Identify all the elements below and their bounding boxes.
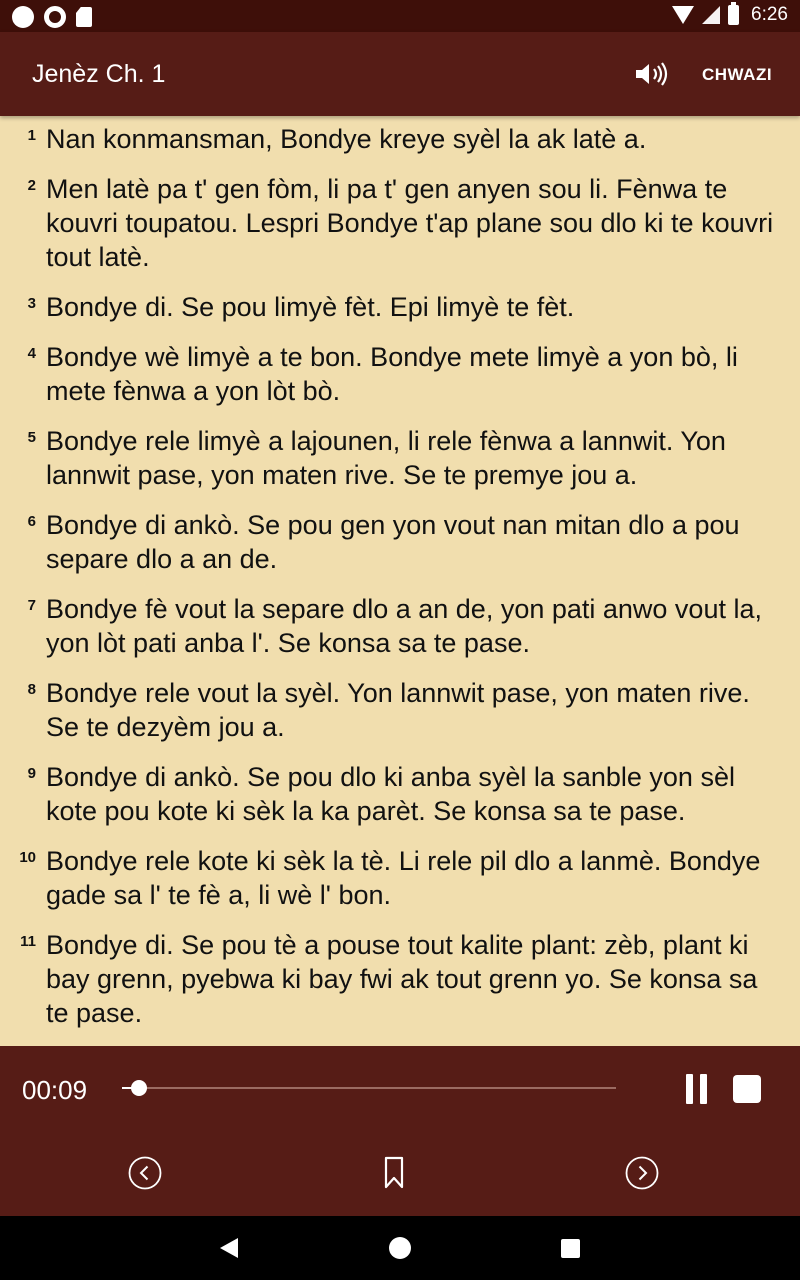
wifi-icon xyxy=(672,6,694,24)
verse-item[interactable] xyxy=(0,172,800,274)
verse-item[interactable] xyxy=(0,508,800,576)
stop-icon[interactable] xyxy=(733,1075,761,1103)
verse-number: 10 xyxy=(19,849,36,866)
verse-number: 8 xyxy=(27,681,36,698)
seek-bar[interactable] xyxy=(122,1087,616,1089)
verse-number: 9 xyxy=(27,765,36,782)
ring-icon xyxy=(44,6,66,28)
notification-dot-icon xyxy=(12,6,34,28)
seek-thumb[interactable] xyxy=(131,1080,147,1096)
chevron-left-circle-icon[interactable] xyxy=(128,1156,162,1190)
verse-item[interactable] xyxy=(0,760,800,828)
home-icon[interactable] xyxy=(389,1237,411,1259)
verse-number: 2 xyxy=(27,177,36,194)
verse-item[interactable] xyxy=(0,676,800,744)
chevron-right-circle-icon[interactable] xyxy=(625,1156,659,1190)
volume-icon[interactable] xyxy=(634,60,672,88)
system-navigation-bar xyxy=(0,1216,800,1280)
verse-number: 3 xyxy=(27,295,36,312)
verse-text: Bondye di ankò. Se pou dlo ki anba syèl la sanble yon sèl kote pou kote ki sèk la ka parèt. Se konsa sa te pase. xyxy=(46,762,735,826)
verse-text: Bondye rele kote ki sèk la tè. Li rele pil dlo a lanmè. Bondye gade sa l' te fè a, li wè l' bon. xyxy=(46,846,761,910)
verse-text: Bondye rele limyè a lajounen, li rele fènwa a lannwit. Yon lannwit pase, yon maten rive. Se te premye jou a. xyxy=(46,426,726,490)
verse-number: 4 xyxy=(27,345,36,362)
back-icon[interactable] xyxy=(220,1238,238,1258)
verse-text: Bondye di. Se pou tè a pouse tout kalite plant: zèb, plant ki bay grenn, pyebwa ki bay fwi ak tout grenn yo. Se konsa sa te pase. xyxy=(46,930,758,1028)
choose-button[interactable]: CHWAZI xyxy=(702,65,773,84)
elapsed-time: 00:09 xyxy=(22,1075,88,1105)
page-title: Jenèz Ch. 1 xyxy=(32,60,166,88)
verse-text: Nan konmansman, Bondye kreye syèl la ak latè a. xyxy=(46,124,647,154)
verse-text: Bondye wè limyè a te bon. Bondye mete limyè a yon bò, li mete fènwa a yon lòt bò. xyxy=(46,342,738,406)
verse-number: 7 xyxy=(27,597,36,614)
status-bar xyxy=(0,0,800,32)
status-right-icons xyxy=(672,4,788,26)
verse-item[interactable] xyxy=(0,592,800,660)
verse-text: Bondye rele vout la syèl. Yon lannwit pase, yon maten rive. Se te dezyèm jou a. xyxy=(46,678,750,742)
verse-text: Bondye di ankò. Se pou gen yon vout nan mitan dlo a pou separe dlo a an de. xyxy=(46,510,740,574)
battery-icon xyxy=(728,5,739,25)
verse-text: Bondye fè vout la separe dlo a an de, yon pati anwo vout la, yon lòt pati anba l'. Se konsa sa te pase. xyxy=(46,594,762,658)
verse-item[interactable] xyxy=(0,340,800,408)
bookmark-icon[interactable] xyxy=(384,1156,404,1190)
status-left-icons xyxy=(12,6,92,28)
pause-icon[interactable] xyxy=(686,1074,708,1104)
verse-text: Bondye di. Se pou limyè fèt. Epi limyè te fèt. xyxy=(46,292,575,322)
verse-text: Men latè pa t' gen fòm, li pa t' gen anyen sou li. Fènwa te kouvri toupatou. Lespri Bondye t'ap plane sou dlo ki te kouvri tout latè. xyxy=(46,174,774,272)
app-bar xyxy=(0,32,800,116)
verse-number: 11 xyxy=(20,933,36,950)
cell-signal-icon xyxy=(702,6,720,24)
verse-number: 6 xyxy=(27,513,36,530)
verse-number: 1 xyxy=(27,127,36,144)
sd-card-icon xyxy=(76,7,92,27)
recents-icon[interactable] xyxy=(561,1239,580,1258)
verse-list xyxy=(0,116,800,1046)
verse-item[interactable] xyxy=(0,928,800,1030)
verse-item[interactable] xyxy=(0,290,800,324)
verse-item[interactable] xyxy=(0,122,800,156)
audio-player xyxy=(0,1046,800,1216)
verse-item[interactable] xyxy=(0,424,800,492)
verse-number: 5 xyxy=(27,429,36,446)
verse-item[interactable] xyxy=(0,844,800,912)
status-clock: 6:26 xyxy=(751,4,788,25)
